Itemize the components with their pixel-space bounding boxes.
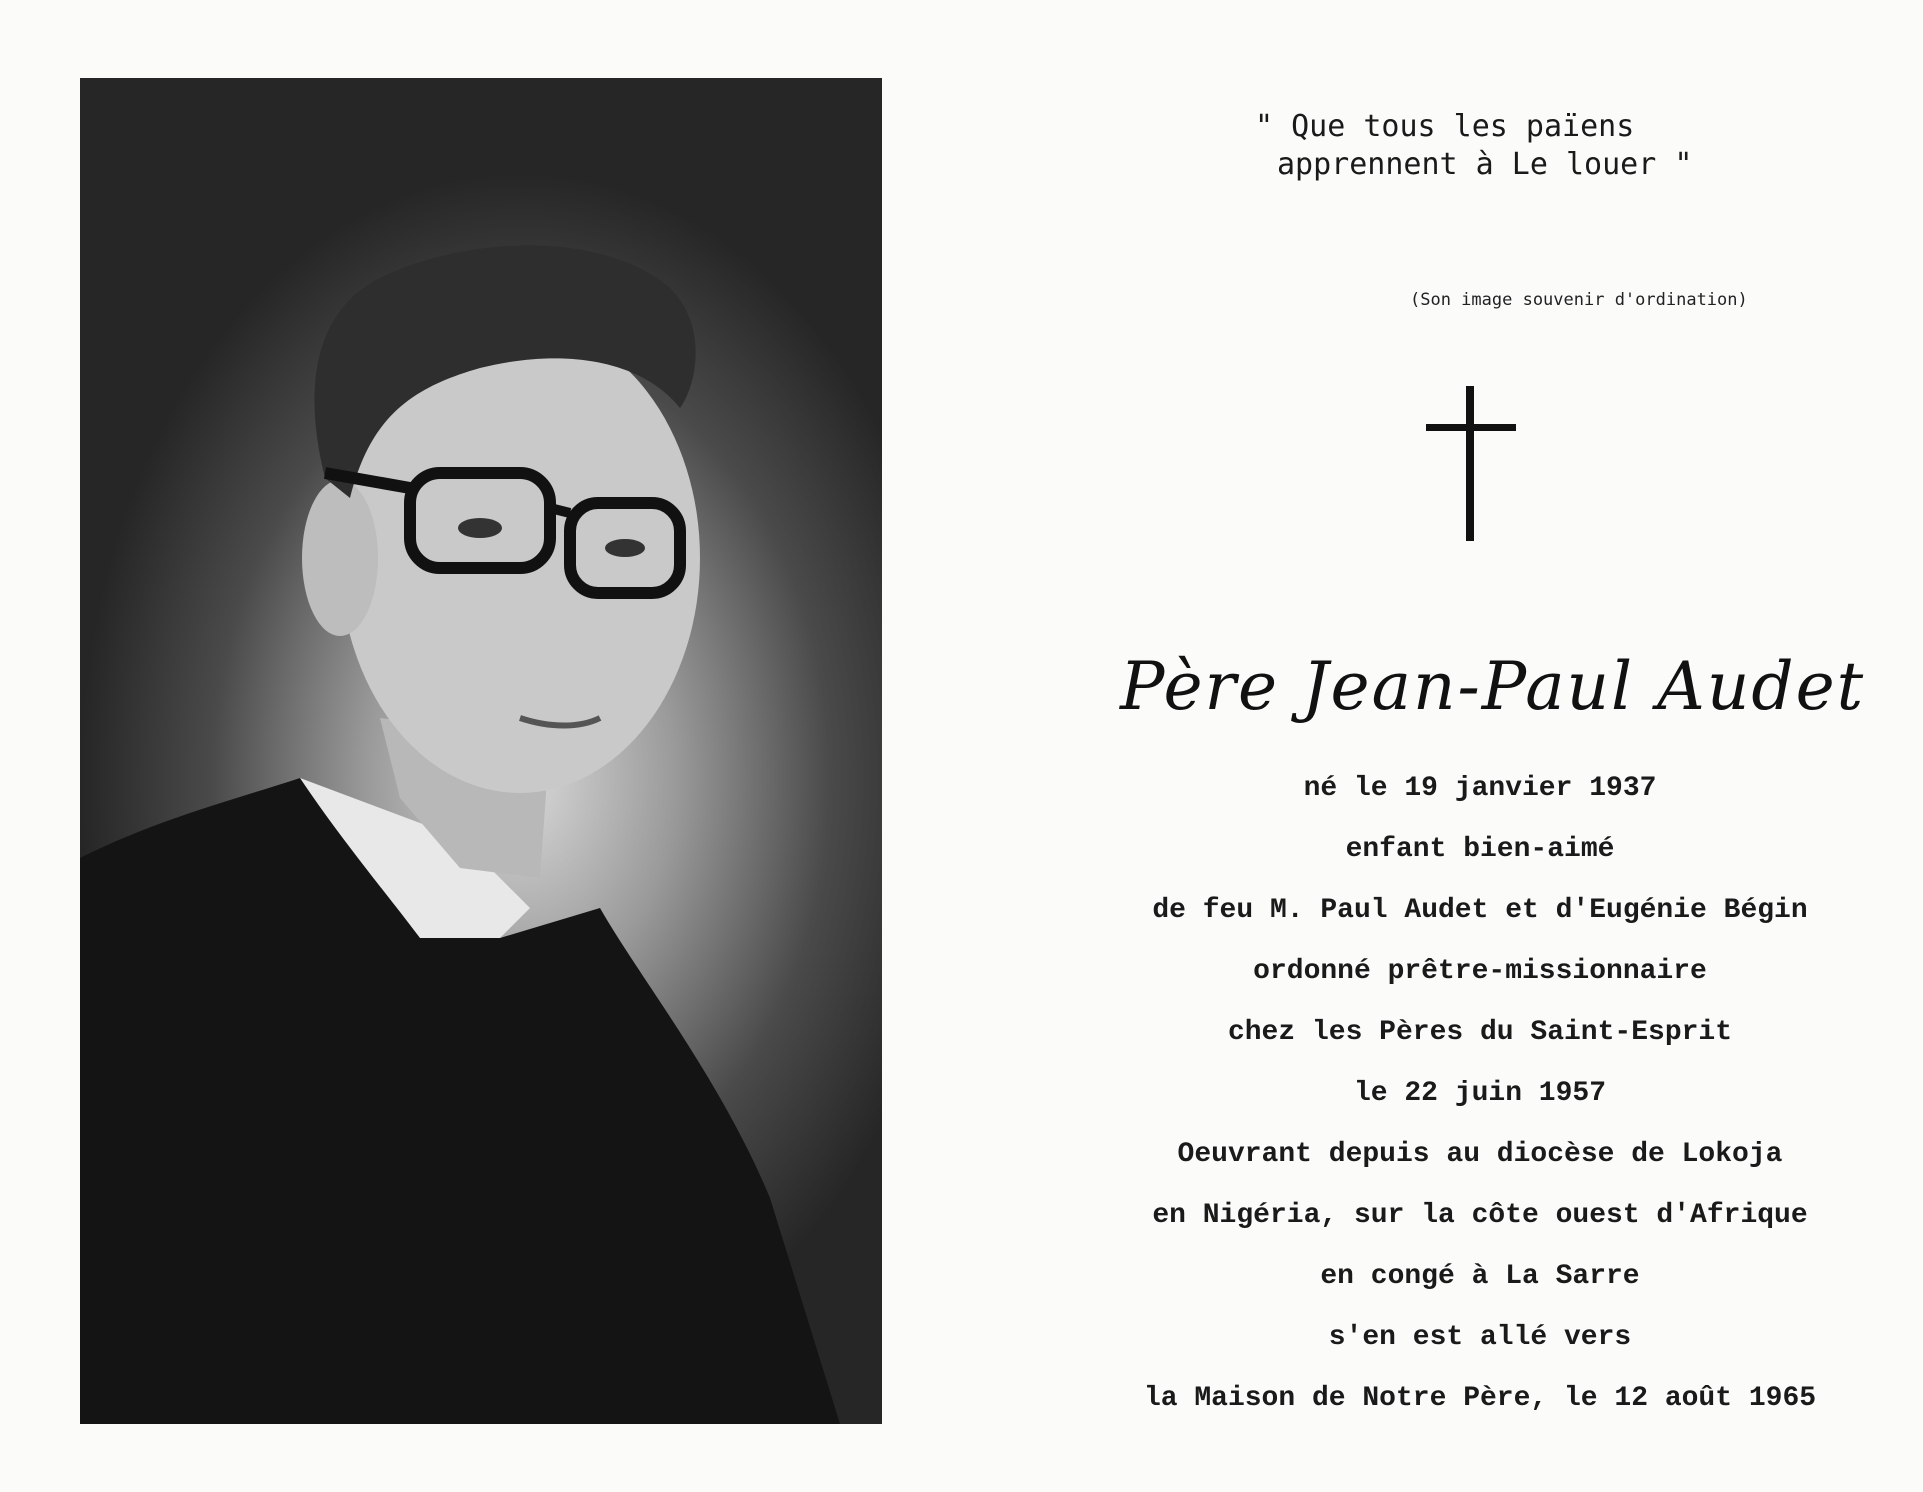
portrait-photo bbox=[80, 78, 882, 1424]
quote-line-2: apprennent à Le louer " bbox=[1277, 147, 1693, 182]
memorial-line: le 22 juin 1957 bbox=[1353, 1078, 1607, 1109]
memorial-line: né le 19 janvier 1937 bbox=[1303, 773, 1657, 804]
memorial-line: en Nigéria, sur la côte ouest d'Afrique bbox=[1152, 1200, 1808, 1231]
cross-icon bbox=[1426, 386, 1516, 545]
memorial-line: enfant bien-aimé bbox=[1345, 834, 1615, 865]
memorial-line: Oeuvrant depuis au diocèse de Lokoja bbox=[1177, 1139, 1783, 1170]
memorial-line: de feu M. Paul Audet et d'Eugénie Bégin bbox=[1152, 895, 1808, 926]
memorial-line: la Maison de Notre Père, le 12 août 1965 bbox=[1143, 1383, 1817, 1414]
ordination-caption: (Son image souvenir d'ordination) bbox=[1410, 290, 1748, 310]
memorial-text bbox=[1090, 758, 1870, 1429]
quote-line-1: " Que tous les païens bbox=[1255, 109, 1635, 144]
memorial-line: en congé à La Sarre bbox=[1320, 1261, 1640, 1292]
memorial-line: ordonné prêtre-missionnaire bbox=[1253, 956, 1707, 987]
memorial-line: chez les Pères du Saint-Esprit bbox=[1227, 1017, 1733, 1048]
memorial-line: s'en est allé vers bbox=[1328, 1322, 1632, 1353]
scripture-quote bbox=[1255, 108, 1735, 184]
deceased-name: Père Jean-Paul Audet bbox=[1120, 648, 1866, 725]
